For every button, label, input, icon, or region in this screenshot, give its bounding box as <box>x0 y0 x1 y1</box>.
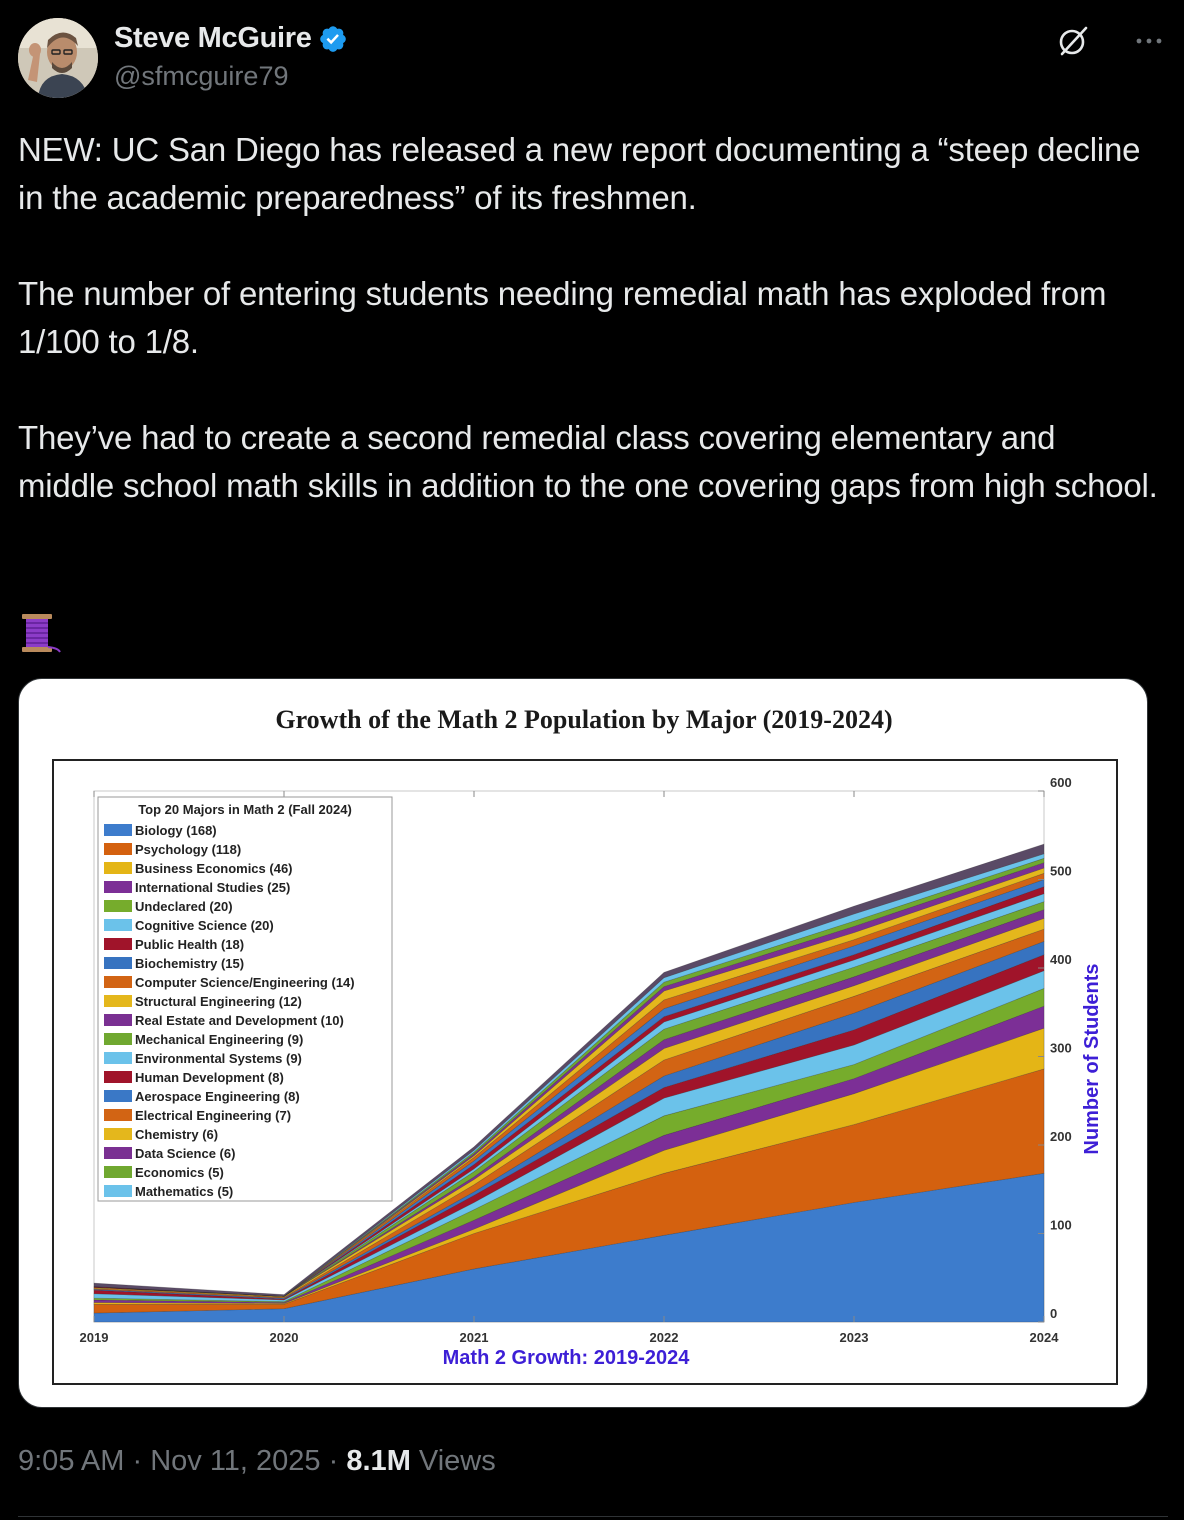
legend-swatch <box>104 919 132 931</box>
legend-label: Psychology (118) <box>135 842 242 857</box>
media-image-card[interactable] <box>18 678 1148 1408</box>
separator: · <box>328 1445 339 1477</box>
legend-label: Economics (5) <box>135 1165 224 1180</box>
legend-label: Structural Engineering (12) <box>135 994 302 1009</box>
legend-swatch <box>104 862 132 874</box>
legend-label: Undeclared (20) <box>135 899 233 914</box>
legend-label: Aerospace Engineering (8) <box>135 1089 300 1104</box>
y-axis-label: Number of Students <box>1081 963 1103 1155</box>
post-date[interactable]: Nov 11, 2025 <box>150 1445 321 1477</box>
legend-label: Mechanical Engineering (9) <box>135 1032 304 1047</box>
stacked-area-chart <box>54 761 1116 1383</box>
legend-swatch <box>104 1071 132 1083</box>
legend-swatch <box>104 995 132 1007</box>
y-tick-label: 200 <box>1050 1129 1072 1144</box>
y-tick-label: 100 <box>1050 1217 1072 1233</box>
post-time[interactable]: 9:05 AM <box>18 1445 125 1477</box>
views-label: Views <box>418 1445 496 1477</box>
legend-label: Human Development (8) <box>135 1070 284 1085</box>
x-tick-label: 2022 <box>649 1330 679 1345</box>
author-name[interactable]: Steve McGuire <box>114 22 312 54</box>
legend-swatch <box>104 1014 132 1026</box>
legend-swatch <box>104 1166 132 1178</box>
legend-label: Cognitive Science (20) <box>135 918 274 933</box>
x-tick-label: 2020 <box>269 1330 299 1345</box>
thread-spool-icon <box>18 612 62 654</box>
legend-label: Computer Science/Engineering (14) <box>135 975 355 990</box>
legend-swatch <box>104 1147 132 1159</box>
x-tick-label: 2023 <box>839 1330 869 1345</box>
legend-swatch <box>104 843 132 855</box>
tweet-header <box>18 18 1168 100</box>
legend-swatch <box>104 1185 132 1197</box>
legend-swatch <box>104 824 132 836</box>
legend-swatch <box>104 957 132 969</box>
legend-label: Biology (168) <box>135 823 217 838</box>
legend-swatch <box>104 976 132 988</box>
legend-label: International Studies (25) <box>135 880 291 895</box>
x-tick-label: 2019 <box>79 1330 109 1345</box>
tweet-text <box>18 126 1158 510</box>
legend-label: Real Estate and Development (10) <box>135 1013 344 1028</box>
x-axis-label: Math 2 Growth: 2019-2024 <box>442 1347 690 1369</box>
legend-title: Top 20 Majors in Math 2 (Fall 2024) <box>138 802 352 817</box>
tweet-paragraph: NEW: UC San Diego has released a new report documenting a “steep decline in the academic preparedness” of its freshmen. <box>18 131 1141 216</box>
legend-swatch <box>104 1033 132 1045</box>
legend-swatch <box>104 1109 132 1121</box>
verified-badge-icon[interactable] <box>318 24 348 54</box>
legend-swatch <box>104 900 132 912</box>
avatar-image <box>18 18 98 98</box>
legend-label: Electrical Engineering (7) <box>135 1108 292 1123</box>
x-tick-label: 2024 <box>1029 1330 1059 1345</box>
divider <box>18 1516 1168 1517</box>
tweet-footer <box>18 1445 496 1478</box>
tweet-paragraph: They’ve had to create a second remedial class covering elementary and middle school math skills in addition to the one covering gaps from high school. <box>18 419 1158 504</box>
avatar[interactable] <box>18 18 98 98</box>
legend-label: Public Health (18) <box>135 937 245 952</box>
legend-swatch <box>104 1052 132 1064</box>
legend-swatch <box>104 881 132 893</box>
more-options-icon[interactable] <box>1132 24 1166 58</box>
chart-title: Growth of the Math 2 Population by Major (2019-2024) <box>275 705 893 734</box>
legend-swatch <box>104 1128 132 1140</box>
y-tick-label: 0 <box>1050 1306 1058 1321</box>
legend-swatch <box>104 938 132 950</box>
legend-swatch <box>104 1090 132 1102</box>
legend-label: Environmental Systems (9) <box>135 1051 302 1066</box>
chart-frame <box>52 759 1118 1385</box>
author-handle[interactable]: @sfmcguire79 <box>114 61 289 91</box>
grok-icon[interactable] <box>1056 24 1090 58</box>
y-tick-label: 500 <box>1050 863 1072 879</box>
y-tick-label: 600 <box>1050 775 1072 790</box>
author-block <box>114 22 348 92</box>
tweet-paragraph: The number of entering students needing remedial math has exploded from 1/100 to 1/8. <box>18 275 1107 360</box>
legend-label: Business Economics (46) <box>135 861 293 876</box>
y-tick-label: 300 <box>1050 1040 1072 1056</box>
views-count: 8.1M <box>346 1445 411 1477</box>
x-tick-label: 2021 <box>459 1330 489 1345</box>
legend-label: Chemistry (6) <box>135 1127 219 1142</box>
legend-label: Mathematics (5) <box>135 1184 234 1199</box>
legend-label: Biochemistry (15) <box>135 956 245 971</box>
separator: · <box>132 1445 143 1477</box>
y-tick-label: 400 <box>1050 952 1072 967</box>
legend-label: Data Science (6) <box>135 1146 236 1161</box>
